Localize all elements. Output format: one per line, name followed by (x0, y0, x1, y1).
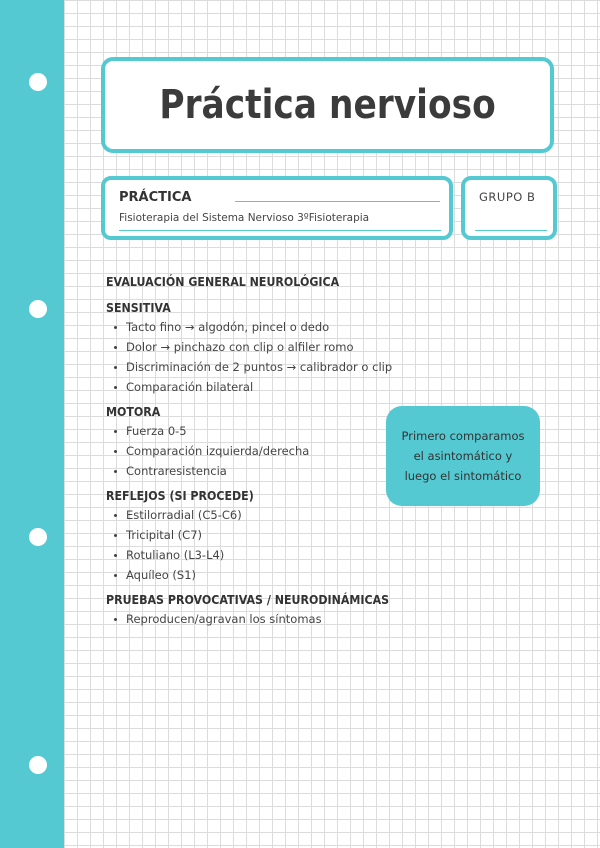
group-box (461, 176, 557, 240)
list-item: Rotuliano (L3-L4) (106, 545, 396, 565)
title-box (101, 57, 554, 153)
group-label: GRUPO B (479, 190, 536, 204)
list-item: Tricipital (C7) (106, 525, 396, 545)
divider (475, 230, 547, 231)
binder-hole (29, 528, 47, 546)
list-item: Fuerza 0-5 (106, 421, 396, 441)
list-item: Tacto fino → algodón, pincel o dedo (106, 317, 396, 337)
section-heading-reflejos: REFLEJOS (SI PROCEDE) (106, 489, 254, 503)
list-item: Dolor → pinchazo con clip o alfiler romo (106, 337, 396, 357)
note-line: Primero comparamos (401, 429, 525, 443)
list-sensitiva (106, 317, 396, 397)
list-item: Contraresistencia (106, 461, 396, 481)
list-pruebas (106, 609, 396, 629)
note-line: el asintomático y (413, 449, 513, 463)
main-heading: EVALUACIÓN GENERAL NEUROLÓGICA (106, 275, 340, 289)
binder-hole (29, 73, 47, 91)
binder-hole (29, 756, 47, 774)
section-heading-sensitiva: SENSITIVA (106, 301, 171, 315)
list-item: Reproducen/agravan los síntomas (106, 609, 396, 629)
list-item: Comparación bilateral (106, 377, 396, 397)
divider (119, 230, 441, 231)
list-item: Comparación izquierda/derecha (106, 441, 396, 461)
list-item: Estilorradial (C5-C6) (106, 505, 396, 525)
section-heading-pruebas: PRUEBAS PROVOCATIVAS / NEURODINÁMICAS (106, 593, 390, 607)
note-line: luego el sintomático (404, 469, 522, 483)
info-subtitle: Fisioterapia del Sistema Nervioso 3ºFisioterapia (119, 212, 370, 224)
list-item: Aquíleo (S1) (106, 565, 396, 585)
list-item: Discriminación de 2 puntos → calibrador o clip (106, 357, 396, 377)
list-motora (106, 421, 396, 481)
note-text (401, 426, 524, 486)
section-heading-motora: MOTORA (106, 405, 161, 419)
info-label: PRÁCTICA (119, 190, 192, 205)
sticky-note (386, 406, 540, 506)
page-title: Práctica nervioso (159, 82, 496, 128)
binder-hole (29, 300, 47, 318)
divider (235, 201, 440, 202)
list-reflejos (106, 505, 396, 585)
main-content (106, 275, 396, 637)
binder-strip (0, 0, 64, 848)
info-box (101, 176, 453, 240)
